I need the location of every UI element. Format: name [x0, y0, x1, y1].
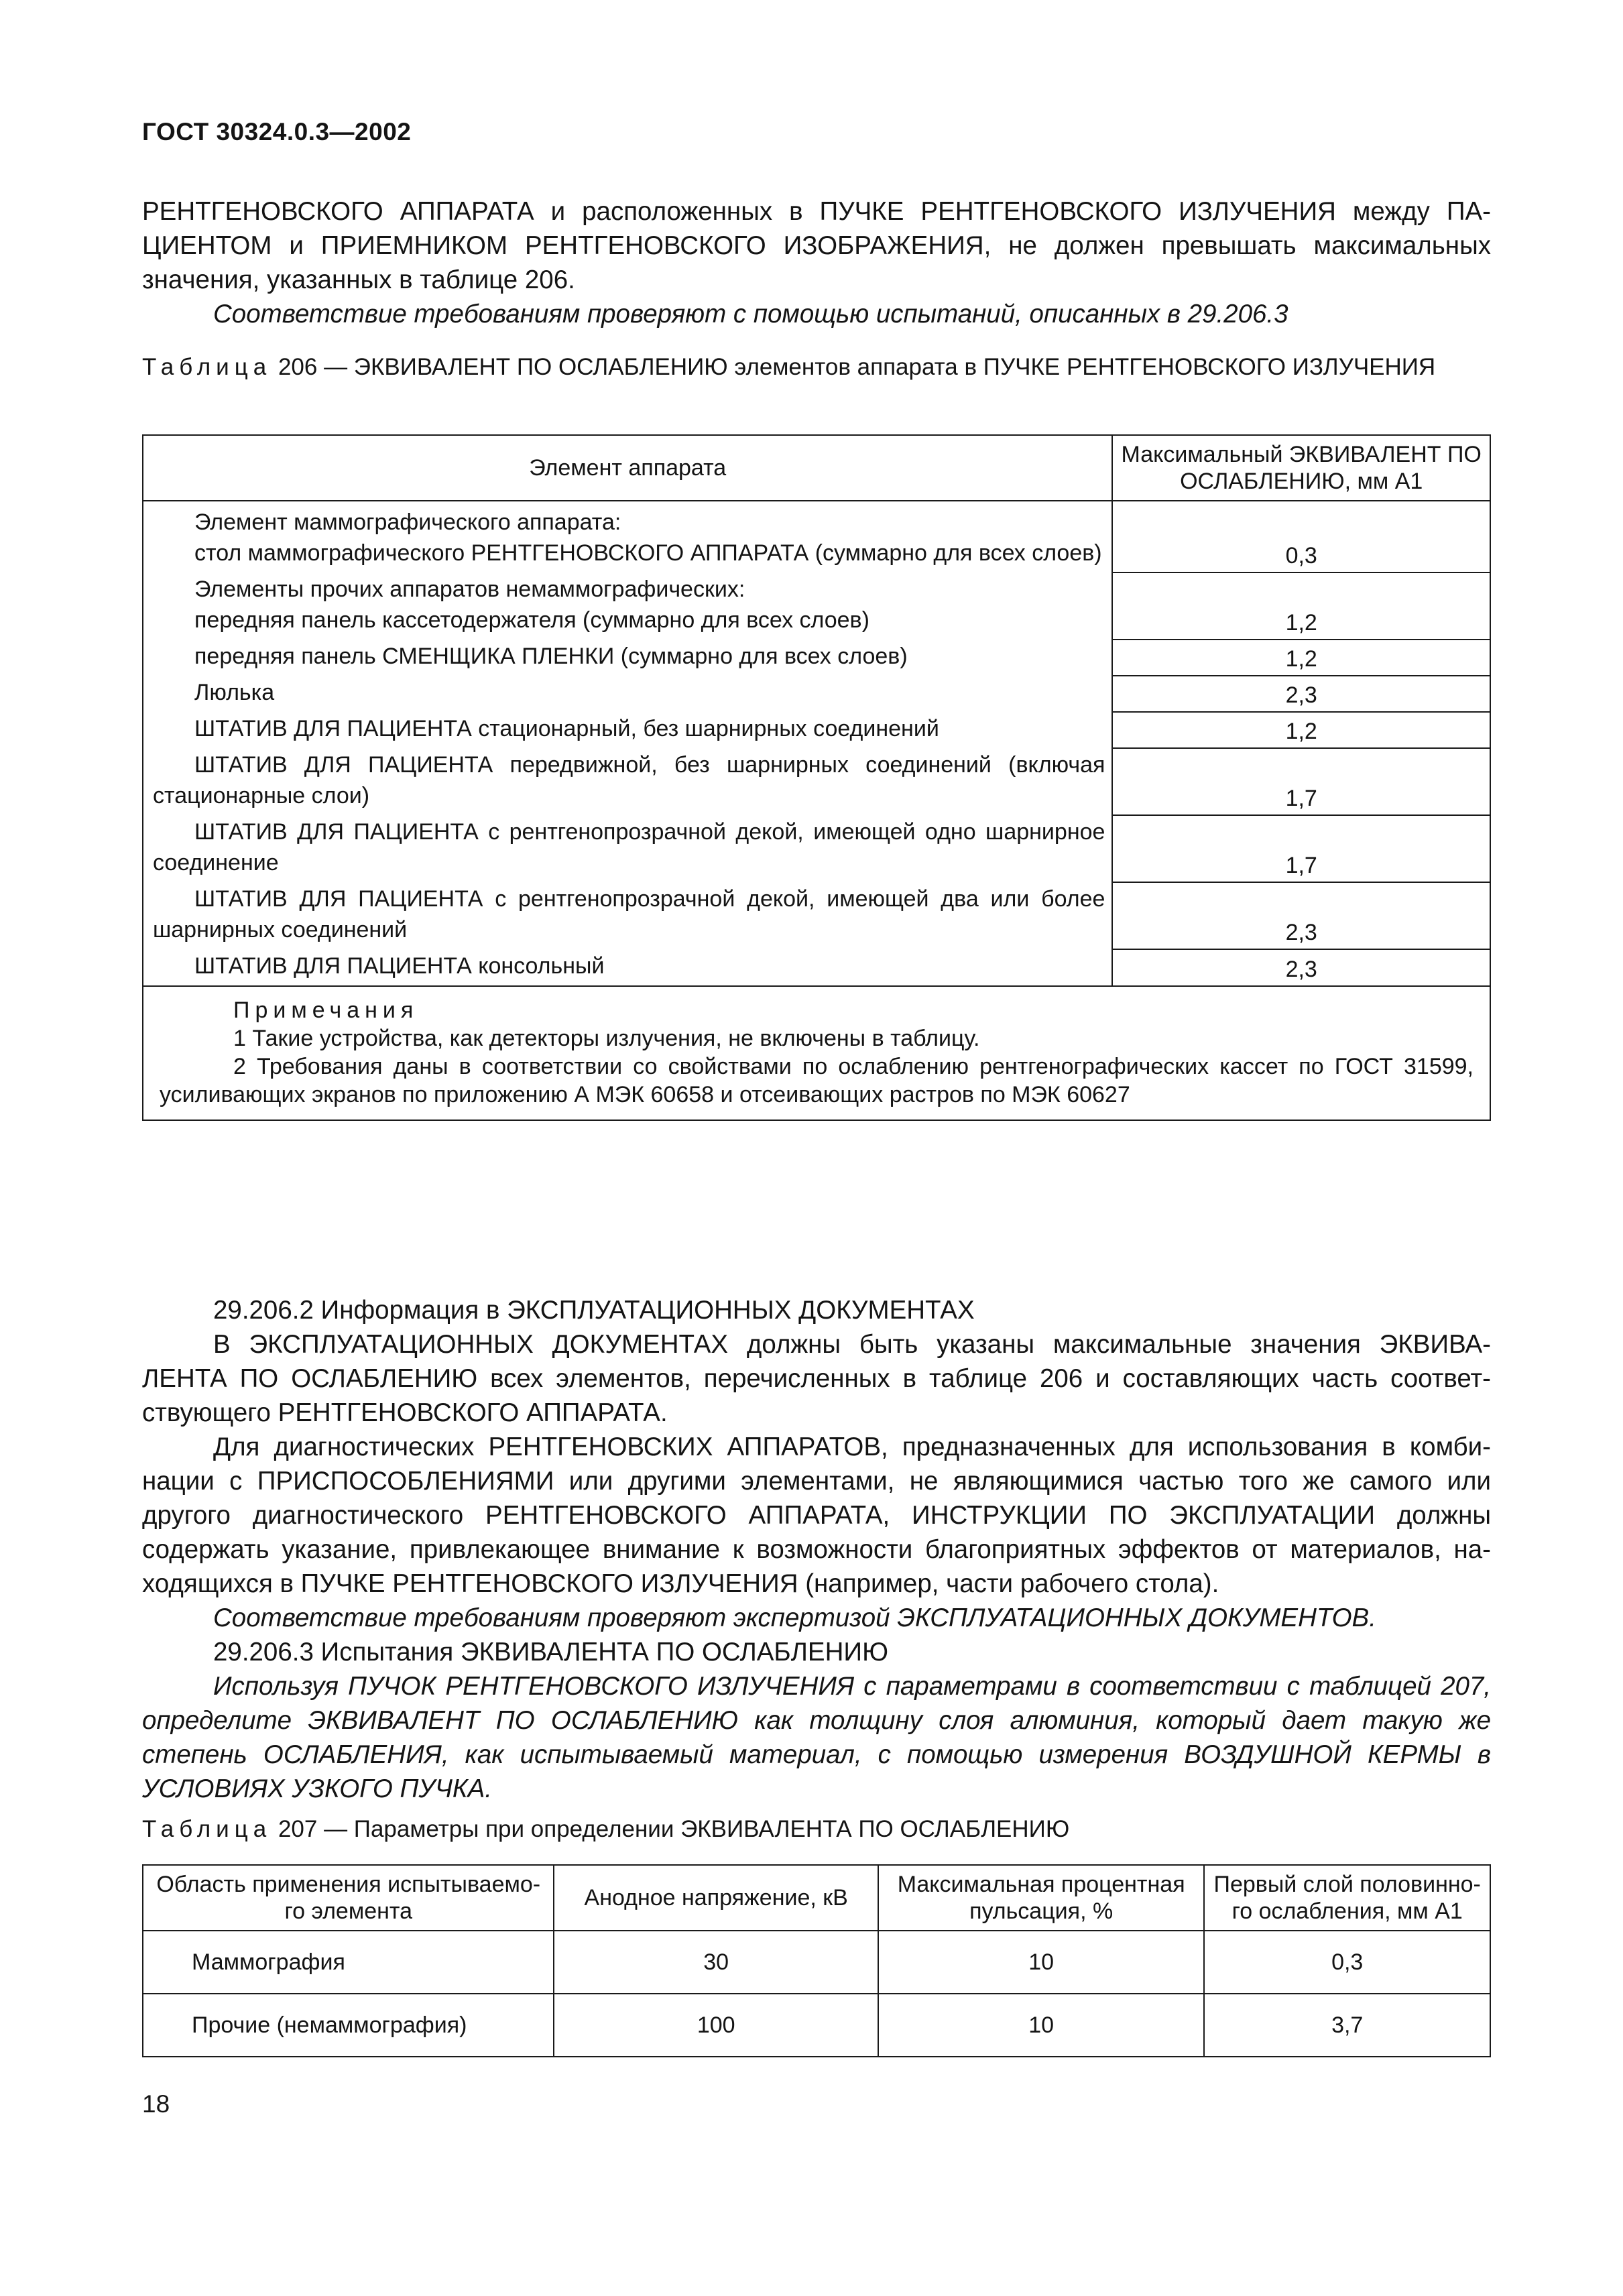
row-text: ШТАТИВ ДЛЯ ПАЦИЕНТА стационарный, без шарнирных соединений — [194, 716, 939, 741]
table207-cell: 0,3 — [1204, 1931, 1490, 1994]
table206-header-row — [143, 435, 1490, 501]
table206-col-value: Максимальный ЭКВИВАЛЕНТ ПО ОСЛАБЛЕНИЮ, мм А1 — [1112, 435, 1490, 501]
section-heading: 29.206.2 Информация в ЭКСПЛУАТАЦИОННЫХ ДОКУМЕНТАХ — [213, 1296, 975, 1325]
intro-paragraph: РЕНТГЕНОВСКОГО АППАРАТА и расположенных в ПУЧКЕ РЕНТГЕНОВСКОГО ИЗЛУЧЕНИЯ между ПА- ЦИЕНТОМ и ПРИЕМНИКОМ РЕНТГЕНОВСКОГО ИЗОБРАЖЕНИЯ, не должен превышать максимальных значения, указанных в таблице 206. — [142, 197, 1491, 294]
table207-col-ripple: Максимальная процентная пульсация, % — [878, 1865, 1205, 1931]
table-row — [143, 1994, 1490, 2057]
table207-col-voltage: Анодное напряжение, кВ — [554, 1865, 878, 1931]
table207-cell: 10 — [878, 1994, 1205, 2057]
table-row — [143, 1931, 1490, 1994]
table207-cell: 10 — [878, 1931, 1205, 1994]
table-207 — [142, 1864, 1491, 2057]
row-line: Элемент маммографического аппарата: — [194, 509, 621, 535]
table207-cell: Маммография — [143, 1931, 554, 1994]
table206-cell-element — [143, 572, 1112, 640]
row-text: ШТАТИВ ДЛЯ ПАЦИЕНТА с рентгенопрозрачной декой, имеющей два или более шарнирных соединений — [153, 886, 1105, 943]
table-row — [143, 882, 1490, 949]
row-text: ШТАТИВ ДЛЯ ПАЦИЕНТА передвижной, без шарнирных соединений (включая стационарные слои) — [153, 752, 1105, 808]
table206-cell-element — [143, 676, 1112, 712]
table-206 — [142, 434, 1491, 1121]
row-text: ШТАТИВ ДЛЯ ПАЦИЕНТА консольный — [194, 953, 605, 979]
table206-notes — [143, 986, 1490, 1120]
table206-cell-value: 2,3 — [1112, 949, 1490, 986]
row-line: передняя панель кассетодержателя (суммарно для всех слоев) — [194, 607, 869, 633]
table207-cell: Прочие (немаммография) — [143, 1994, 554, 2057]
table207-cell: 3,7 — [1204, 1994, 1490, 2057]
table207-caption-text: 207 — Параметры при определении ЭКВИВАЛЕНТА ПО ОСЛАБЛЕНИЮ — [272, 1816, 1070, 1842]
table206-cell-value: 1,7 — [1112, 815, 1490, 882]
note-item: 2 Требования даны в соответствии со свойствами по ослаблению рентгенографических кассет по ГОСТ 31599, усиливающих экранов по приложению А МЭК 60658 и отсеивающих растров по МЭК 60627 — [160, 1054, 1474, 1107]
table206-caption-text: 206 — ЭКВИВАЛЕНТ ПО ОСЛАБЛЕНИЮ элементов аппарата в ПУЧКЕ РЕНТГЕНОВСКОГО ИЗЛУЧЕНИЯ — [272, 354, 1436, 380]
section-paragraph: Для диагностических РЕНТГЕНОВСКИХ АППАРАТОВ, предназначенных для использования в комби- нации с ПРИСПОСОБЛЕНИЯМИ или другими элементами, не являющимися частью того же самого или другого диагностического РЕНТГЕНОВСКОГО АППАРАТА, ИНСТРУКЦИИ ПО ЭКСПЛУАТАЦИИ должны содержать указание, привлекающее внимание к возможности благоприятных эффектов от материалов, на- ходящихся в ПУЧКЕ РЕНТГЕНОВСКОГО ИЗЛУЧЕНИЯ (например, части рабочего стола). — [142, 1433, 1491, 1598]
table206-cell-element — [143, 815, 1112, 882]
table206-cell-element — [143, 748, 1112, 815]
table206-cell-value: 0,3 — [1112, 501, 1490, 572]
row-line: Элементы прочих аппаратов немаммографических: — [194, 577, 745, 602]
section-heading: 29.206.3 Испытания ЭКВИВАЛЕНТА ПО ОСЛАБЛЕНИЮ — [213, 1638, 888, 1667]
table-row — [143, 949, 1490, 986]
table206-cell-value: 2,3 — [1112, 882, 1490, 949]
table206-cell-element — [143, 949, 1112, 986]
table-row — [143, 712, 1490, 748]
page-number: 18 — [142, 2090, 170, 2118]
table206-caption — [142, 352, 1491, 383]
row-text: Люлька — [194, 680, 275, 705]
table206-cell-value: 2,3 — [1112, 676, 1490, 712]
table-row — [143, 501, 1490, 572]
section-paragraph: В ЭКСПЛУАТАЦИОННЫХ ДОКУМЕНТАХ должны быть указаны максимальные значения ЭКВИВА- ЛЕНТА ПО ОСЛАБЛЕНИЮ всех элементов, перечисленных в таблице 206 и составляющих часть соответ- ствующего РЕНТГЕНОВСКОГО АППАРАТА. — [142, 1330, 1491, 1427]
table207-cell: 30 — [554, 1931, 878, 1994]
table206-cell-value: 1,2 — [1112, 640, 1490, 676]
table-row — [143, 676, 1490, 712]
intro-block — [142, 194, 1491, 331]
table207-header-row — [143, 1865, 1490, 1931]
table207-cell: 100 — [554, 1994, 878, 2057]
table207-col-hvl: Первый слой половинно- го ослабления, мм А1 — [1204, 1865, 1490, 1931]
table207-col-area: Область применения испытываемо- го элемента — [143, 1865, 554, 1931]
row-text: передняя панель СМЕНЩИКА ПЛЕНКИ (суммарно для всех слоев) — [194, 644, 908, 669]
table206-cell-element — [143, 712, 1112, 748]
table-row — [143, 748, 1490, 815]
table206-cell-value: 1,7 — [1112, 748, 1490, 815]
document-header: ГОСТ 30324.0.3—2002 — [142, 118, 412, 145]
notes-title: Примечания — [233, 998, 419, 1023]
table207-caption — [142, 1814, 1491, 1845]
table206-cell-value: 1,2 — [1112, 712, 1490, 748]
table206-col-element: Элемент аппарата — [143, 435, 1112, 501]
table-row — [143, 640, 1490, 676]
section-paragraph: Используя ПУЧОК РЕНТГЕНОВСКОГО ИЗЛУЧЕНИЯ с параметрами в соответствии с таблицей 207, определите ЭКВИВАЛЕНТ ПО ОСЛАБЛЕНИЮ как толщину слоя алюминия, который дает такую же степень ОСЛАБЛЕНИЯ, как испытываемый материал, с помощью измерения ВОЗДУШНОЙ КЕРМЫ в УСЛОВИЯХ УЗКОГО ПУЧКА. — [142, 1672, 1491, 1803]
table206-cell-element — [143, 640, 1112, 676]
table-row — [143, 572, 1490, 640]
row-line: стол маммографического РЕНТГЕНОВСКОГО АППАРАТА (суммарно для всех слоев) — [194, 540, 1102, 566]
section-compliance: Соответствие требованиям проверяют экспертизой ЭКСПЛУАТАЦИОННЫХ ДОКУМЕНТОВ. — [213, 1604, 1376, 1632]
table206-cell-element — [143, 882, 1112, 949]
intro-compliance: Соответствие требованиям проверяют с помощью испытаний, описанных в 29.206.3 — [213, 300, 1288, 328]
table206-caption-prefix: Таблица — [142, 354, 272, 380]
table207-caption-prefix: Таблица — [142, 1816, 272, 1842]
row-text: ШТАТИВ ДЛЯ ПАЦИЕНТА с рентгенопрозрачной декой, имеющей одно шарнирное соединение — [153, 819, 1105, 875]
table206-cell-element — [143, 501, 1112, 572]
table206-notes-row — [143, 986, 1490, 1120]
note-item: 1 Такие устройства, как детекторы излучения, не включены в таблицу. — [233, 1026, 980, 1051]
section-29-206-2 — [142, 1293, 1491, 1806]
table206-cell-value: 1,2 — [1112, 572, 1490, 640]
table-row — [143, 815, 1490, 882]
